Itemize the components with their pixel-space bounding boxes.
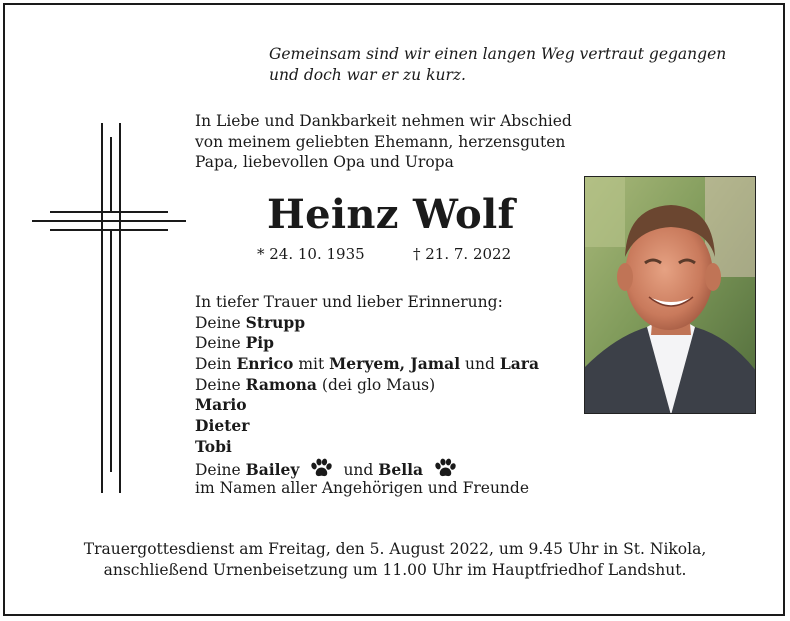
- paw-print-icon: [309, 458, 333, 478]
- death-date: † 21. 7. 2022: [413, 245, 512, 263]
- motto-line-1: Gemeinsam sind wir einen langen Weg vertraut gegangen: [269, 45, 727, 63]
- service-line-2: anschließend Urnenbeisetzung um 11.00 Uhr im Hauptfriedhof Landshut.: [103, 561, 687, 579]
- mourner-relation: Dein: [195, 355, 237, 374]
- mourner-list: [195, 292, 539, 499]
- intro-line-3: Papa, liebevollen Opa und Uropa: [195, 153, 454, 171]
- mourner-connector: mit: [293, 355, 330, 374]
- mourner-row: [195, 354, 539, 375]
- mourners-closing: im Namen aller Angehörigen und Freunde: [195, 479, 529, 498]
- mourner-name: Lara: [499, 354, 540, 374]
- mourner-relation: Deine: [195, 313, 246, 332]
- mourner-row: [195, 437, 539, 458]
- mourners-heading: In tiefer Trauer und lieber Erinnerung:: [195, 293, 503, 311]
- mourner-name: Strupp: [245, 312, 306, 332]
- service-info: [0, 539, 790, 581]
- motto-line-2: und doch war er zu kurz.: [269, 66, 466, 84]
- intro-text: [195, 111, 572, 173]
- mourner-connector: und: [460, 355, 500, 374]
- pet-name: Bella: [378, 459, 424, 479]
- portrait-image: [585, 177, 756, 414]
- mourner-row: [195, 416, 539, 437]
- motto: [269, 44, 726, 86]
- mourner-relation: Deine: [195, 375, 246, 394]
- mourner-name: Mario: [195, 395, 247, 415]
- mourner-name: Enrico: [236, 354, 294, 374]
- mourner-connector: und: [343, 460, 379, 479]
- mourner-row: [195, 375, 539, 396]
- life-dates: [195, 245, 587, 267]
- mourner-name: Tobi: [195, 436, 232, 456]
- mourner-relation: Deine: [195, 460, 246, 479]
- mourner-nickname: (dei glo Maus): [316, 375, 436, 394]
- service-line-1: Trauergottesdienst am Freitag, den 5. August 2022, um 9.45 Uhr in St. Nikola,: [83, 540, 707, 558]
- mourner-name: Ramona: [245, 374, 317, 394]
- cross-icon: [30, 115, 188, 495]
- mourner-name: Dieter: [195, 416, 250, 436]
- deceased-name: Heinz Wolf: [267, 191, 515, 238]
- portrait-photo: [584, 176, 756, 414]
- mourner-row-pets: [195, 458, 539, 479]
- mourner-row: [195, 333, 539, 354]
- birth-date: * 24. 10. 1935: [257, 245, 365, 263]
- intro-line-2: von meinem geliebten Ehemann, herzensguten: [195, 132, 566, 151]
- mourner-name: Pip: [245, 333, 275, 353]
- mourner-row: [195, 313, 539, 334]
- paw-print-icon: [433, 458, 457, 478]
- mourner-relation: Deine: [195, 334, 246, 353]
- mourner-row: [195, 395, 539, 416]
- mourner-name: Jamal: [405, 354, 461, 374]
- mourner-name: Meryem,: [329, 354, 405, 374]
- intro-line-1: In Liebe und Dankbarkeit nehmen wir Abschied: [195, 112, 572, 130]
- pet-name: Bailey: [245, 459, 300, 479]
